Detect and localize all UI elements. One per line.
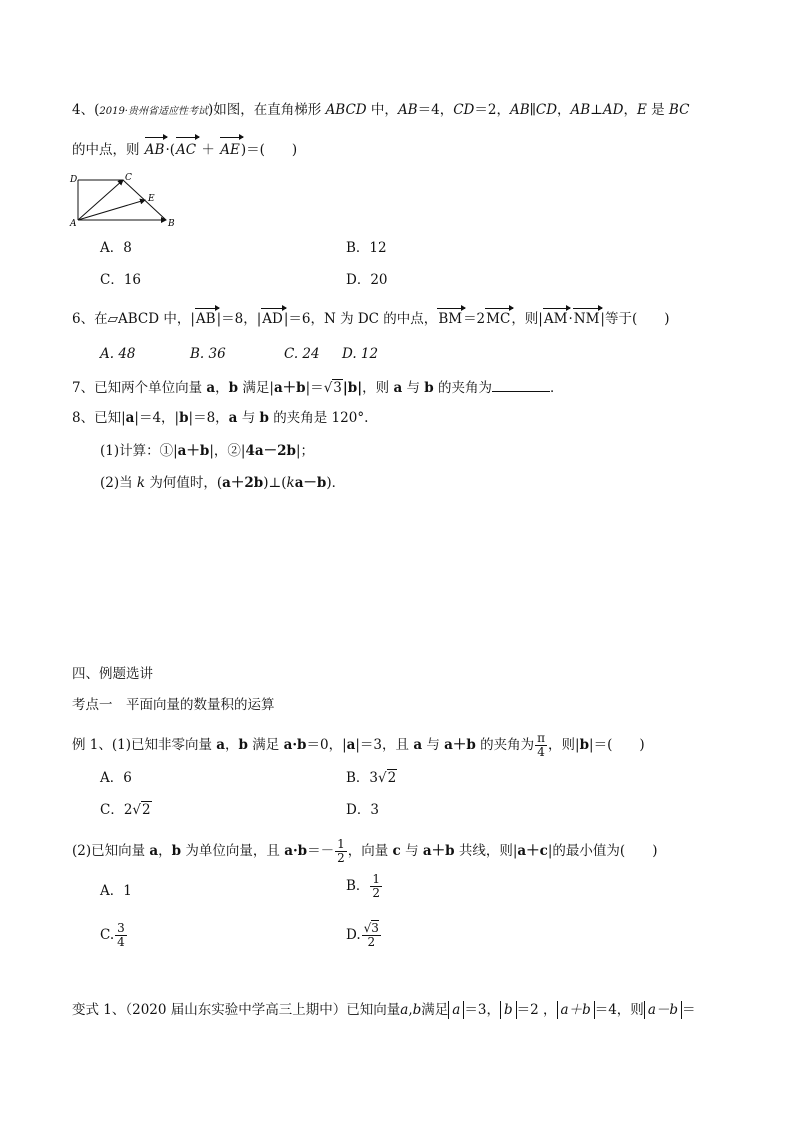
ex1-option-a[interactable]: A．6 <box>100 770 132 786</box>
label-b: B <box>168 219 175 229</box>
q4-option-c[interactable]: C．16 <box>100 272 142 288</box>
ex1-part2-option-a[interactable]: A．1 <box>100 883 132 899</box>
vector-ae: AE <box>220 142 240 158</box>
ex1-option-d[interactable]: D．3 <box>346 802 379 818</box>
ex1-stem: 例 1、(1)已知非零向量 a，b 满足 a·b＝0，|a|＝3，且 a 与 a＋b 的夹角为 $\frac{\pi}{4}$ ，则|b|＝( ) <box>72 731 645 759</box>
q6-stem: 6、在▱ABCD 中，|AB|＝8，|AD|＝6，N 为 DC 的中点，BM＝2MC，则|AM·NM|等于( ) <box>72 311 670 327</box>
q4-option-a[interactable]: A．8 <box>100 240 132 256</box>
vector-ac: AC <box>176 142 197 158</box>
q4-option-d[interactable]: D．20 <box>346 272 388 288</box>
q6-option-b[interactable]: B. 36 <box>190 346 226 362</box>
variant1-stem: 变式 1、（2020 届山东实验中学高三上期中）已知向量a,b满足 a ＝3， b ＝2 ， a＋b ＝4，则 a－b ＝ <box>72 1002 696 1018</box>
q8-part2: (2)当 k 为何值时，(a＋2b)⊥(ka－b)． <box>100 475 346 491</box>
label-c: C <box>125 173 132 183</box>
arrow-ac <box>78 180 123 220</box>
q4-option-b[interactable]: B．12 <box>346 240 387 256</box>
label-e: E <box>148 194 155 204</box>
label-a: A <box>70 219 77 229</box>
label-d: D <box>70 175 78 185</box>
trapezoid-figure <box>68 172 188 230</box>
arrow-ae <box>78 200 145 220</box>
ex1-part2-option-d[interactable]: D. $\frac{√3}{2}$ <box>346 921 379 949</box>
q4-stem-line2: 的中点，则 AB·(AC ＋ AE)＝( ) <box>72 142 298 158</box>
q8-stem: 8、已知|a|＝4，|b|＝8，a 与 b 的夹角是 120°. <box>72 410 369 426</box>
vector-ab: AB <box>144 142 165 158</box>
ex1-part2-option-c[interactable]: C. $\frac{3}{4}$ <box>100 921 125 949</box>
ex1-part2-option-b[interactable]: B． $\frac{1}{2}$ <box>346 872 381 900</box>
fraction-pi-over-4: $\frac{\pi}{4}$ <box>537 731 546 759</box>
section-title: 四、例题选讲 <box>72 666 153 682</box>
q6-option-c[interactable]: C. 24 <box>284 346 320 362</box>
fraction-one-half: $\frac{1}{2}$ <box>337 837 345 865</box>
q8-part1: (1)计算：①|a＋b|，②|4a－2b|； <box>100 443 315 459</box>
q6-option-d[interactable]: D. 12 <box>342 346 379 362</box>
q6-option-a[interactable]: A. 48 <box>100 346 136 362</box>
q4-stem-line1: 4、(2019·贵州省适应性考试)如图，在直角梯形 ABCD 中，AB＝4，CD＝2，AB∥CD，AB⊥AD，E 是 BC <box>72 102 690 118</box>
answer-blank[interactable] <box>492 377 550 392</box>
ex1-option-b[interactable]: B．3√2 <box>346 770 397 786</box>
section-point: 考点一 平面向量的数量积的运算 <box>72 697 275 713</box>
q7-stem: 7、已知两个单位向量 a，b 满足|a＋b|＝√3|b|，则 a 与 b 的夹角为 ． <box>72 377 564 398</box>
ex1-part2-stem: (2)已知向量 a，b 为单位向量，且 a·b＝－ $\frac{1}{2}$ ，向量 c 与 a＋b 共线，则|a＋c|的最小值为( ) <box>72 837 658 865</box>
q4-source: 2019·贵州省适应性考试 <box>99 106 208 117</box>
sqrt-symbol: √3 <box>323 380 342 396</box>
ex1-option-c[interactable]: C．2√2 <box>100 802 151 818</box>
